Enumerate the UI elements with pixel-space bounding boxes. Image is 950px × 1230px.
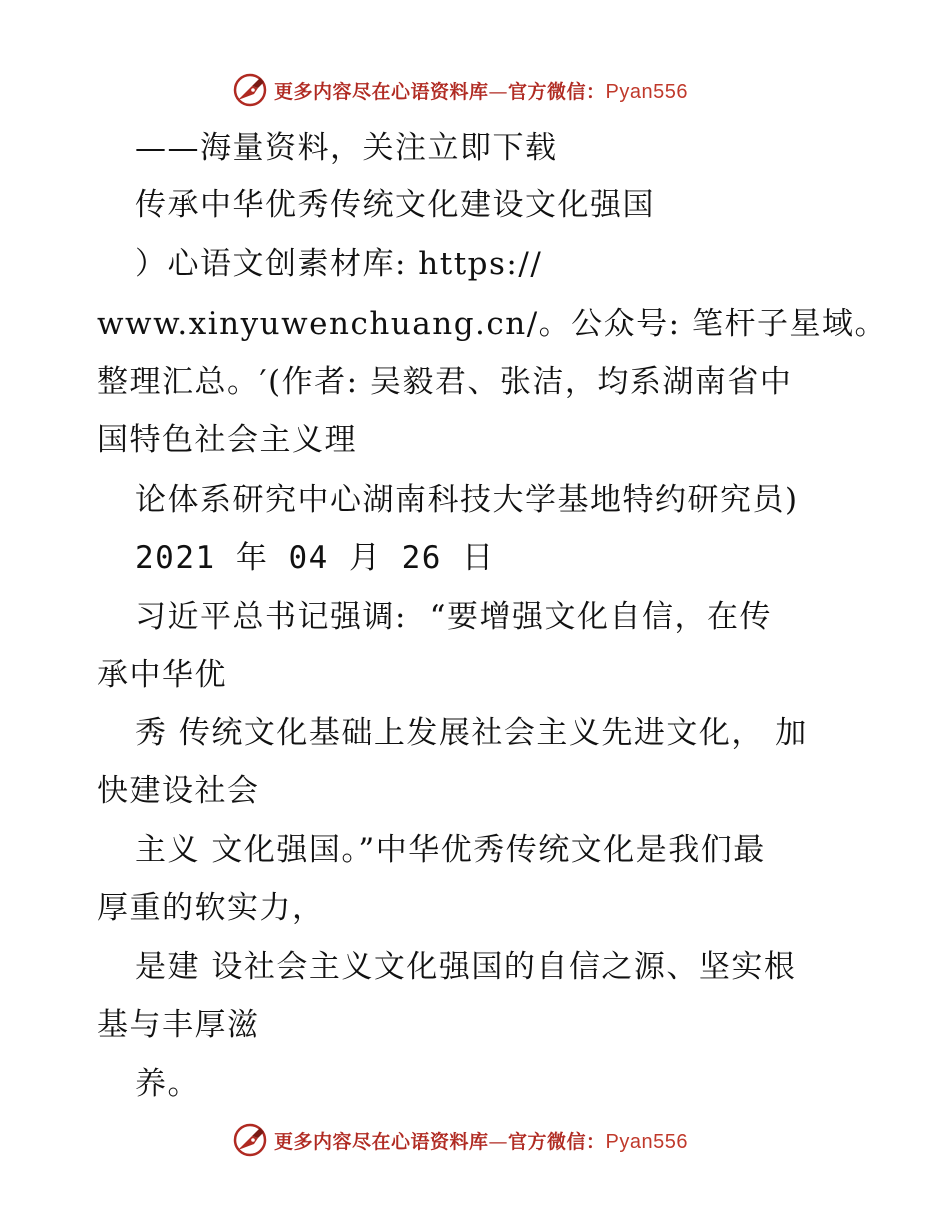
text-line: 主义 文化强国。”中华优秀传统文化是我们最 [135,832,766,868]
text-line: 养。 [135,1066,200,1102]
pen-nib-logo-icon [232,1122,268,1158]
watermark-banner-bottom [232,1120,688,1160]
text-line: ）心语文创素材库: https:// [135,246,543,282]
text-line: 传承中华优秀传统文化建设文化强国 [135,187,655,223]
text-line: www.xinyuwenchuang.cn/。公众号: 笔杆子星域。 [97,306,887,342]
date-line: 2021 年 04 月 26 日 [135,540,495,576]
text-line: 基与丰厚滋 [97,1007,260,1043]
text-line: 国特色社会主义理 [97,422,357,458]
text-line: ——海量资料，关注立即下载 [135,130,558,166]
watermark-text: 更多内容尽在心语资料库—官方微信：Pyan556 [274,80,688,103]
watermark-banner-top [232,70,688,110]
text-line: 厚重的软实力， [97,890,325,926]
text-line: 是建 设社会主义文化强国的自信之源、坚实根 [135,949,797,985]
text-line: 秀 传统文化基础上发展社会主义先进文化， 加 [135,715,808,751]
text-line: 整理汇总。′(作者: 吴毅君、张洁，均系湖南省中 [97,364,793,400]
text-line: 承中华优 [97,657,227,693]
text-line: 快建设社会 [97,773,260,809]
pen-nib-logo-icon [232,72,268,108]
watermark-text: 更多内容尽在心语资料库—官方微信：Pyan556 [274,1130,688,1153]
text-line: 论体系研究中心湖南科技大学基地特约研究员) [135,482,799,518]
text-line: 习近平总书记强调: “要增强文化自信，在传 [135,599,772,635]
